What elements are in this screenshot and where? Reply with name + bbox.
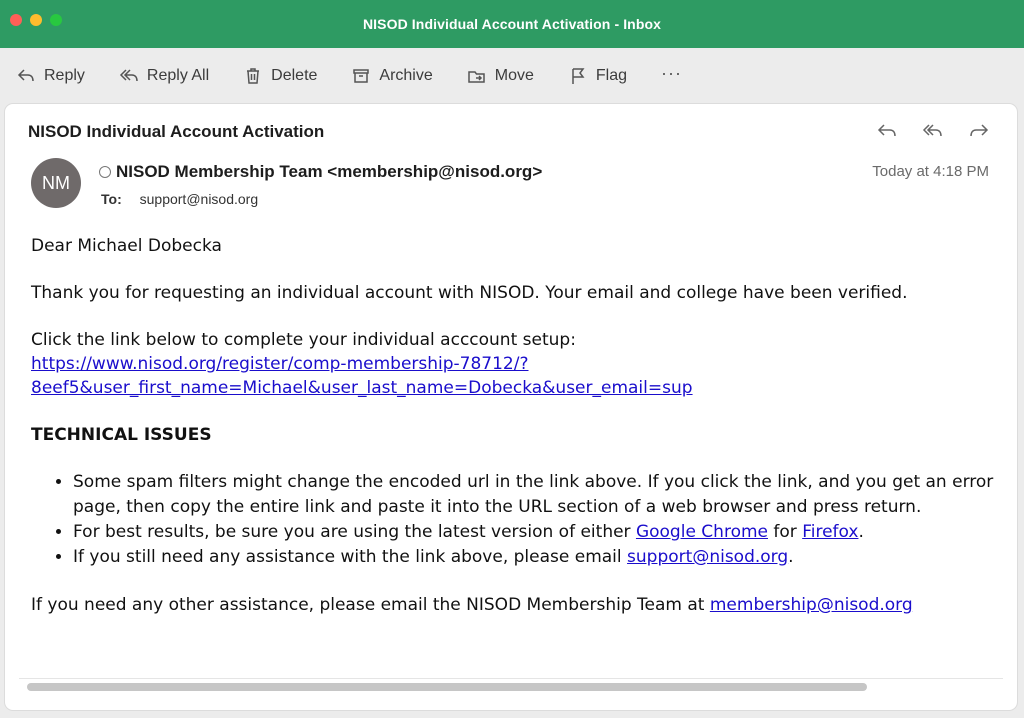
avatar: NM — [31, 158, 81, 208]
horizontal-scrollbar[interactable] — [19, 678, 1003, 692]
firefox-link[interactable]: Firefox — [802, 522, 859, 542]
flag-label: Flag — [595, 67, 628, 84]
window-title: NISOD Individual Account Activation - Inbox — [362, 16, 662, 32]
archive-icon — [351, 66, 371, 86]
reply-button[interactable] — [16, 66, 85, 86]
forward-icon[interactable] — [967, 120, 991, 140]
link-paragraph — [31, 328, 1011, 400]
title-bar — [0, 0, 1024, 48]
thanks-paragraph: Thank you for requesting an individual account with NISOD. Your email and college have been verified. — [31, 283, 908, 303]
header-actions — [875, 120, 991, 140]
fullscreen-window-button[interactable] — [50, 14, 62, 26]
closing-paragraph — [31, 593, 1011, 617]
activation-link-line1: https://www.nisod.org/register/comp-membership-78712/? — [31, 354, 529, 374]
reply-all-label: Reply All — [146, 67, 210, 84]
flag-button[interactable] — [568, 66, 627, 86]
recipient-address[interactable]: support@nisod.org — [139, 191, 259, 207]
flag-icon — [568, 66, 588, 86]
move-label: Move — [494, 67, 534, 84]
membership-email-link[interactable]: membership@nisod.org — [709, 595, 913, 615]
reply-all-icon[interactable] — [921, 120, 945, 140]
archive-button[interactable] — [351, 66, 432, 86]
unread-status-icon[interactable] — [99, 166, 111, 178]
list-item — [73, 520, 1011, 545]
google-chrome-link[interactable]: Google Chrome — [635, 522, 768, 542]
archive-label: Archive — [379, 67, 433, 84]
support-email-link[interactable]: support@nisod.org — [627, 547, 789, 567]
to-label: To: — [101, 191, 122, 207]
minimize-window-button[interactable] — [30, 14, 42, 26]
message-timestamp: Today at 4:18 PM — [872, 163, 989, 180]
list-item — [73, 545, 1011, 570]
greeting: Dear Michael Dobecka — [31, 236, 222, 256]
closing-text: If you need any other assistance, please email the NISOD Membership Team at — [31, 595, 710, 615]
delete-label: Delete — [271, 67, 318, 84]
reply-all-button[interactable] — [119, 66, 209, 86]
close-window-button[interactable] — [10, 14, 22, 26]
toolbar — [0, 48, 1024, 104]
reply-label: Reply — [44, 67, 85, 84]
more-actions-button[interactable]: ··· — [661, 62, 682, 83]
activation-link-line2: 8eef5&user_first_name=Michael&user_last_name=Dobecka&user_email=sup — [31, 378, 693, 398]
message-body — [31, 234, 1011, 640]
reply-all-icon — [119, 66, 139, 86]
technical-issues-list — [73, 470, 1011, 570]
trash-icon — [243, 66, 263, 86]
scrollbar-thumb[interactable] — [27, 683, 867, 691]
bullet2-end-text: . — [858, 522, 864, 542]
move-folder-icon — [467, 66, 487, 86]
link-intro: Click the link below to complete your individual acccount setup: — [31, 330, 576, 350]
bullet2-text: For best results, be sure you are using the latest version of either — [73, 522, 636, 542]
sender-name: NISOD Membership Team <membership@nisod.org> — [116, 162, 543, 181]
bullet3-end-text: . — [788, 547, 794, 567]
delete-button[interactable] — [243, 66, 317, 86]
activation-link[interactable] — [31, 354, 693, 398]
message-pane — [5, 104, 1017, 710]
list-item: • Some spam filters might change the encoded url in the link above. If you click the link, and you get an error page, then copy the entire link and paste it into the URL section of a web browser and press return. — [73, 470, 1011, 520]
reply-icon[interactable] — [875, 120, 899, 140]
move-button[interactable] — [467, 66, 534, 86]
reply-icon — [16, 66, 36, 86]
bullet2-mid-text: for — [768, 522, 803, 542]
technical-issues-heading: TECHNICAL ISSUES — [31, 425, 212, 445]
window-controls — [10, 14, 62, 26]
message-subject: NISOD Individual Account Activation — [28, 122, 325, 141]
sender[interactable] — [99, 162, 542, 182]
bullet3-text: If you still need any assistance with the link above, please email — [73, 547, 628, 567]
recipient-line — [101, 191, 258, 207]
